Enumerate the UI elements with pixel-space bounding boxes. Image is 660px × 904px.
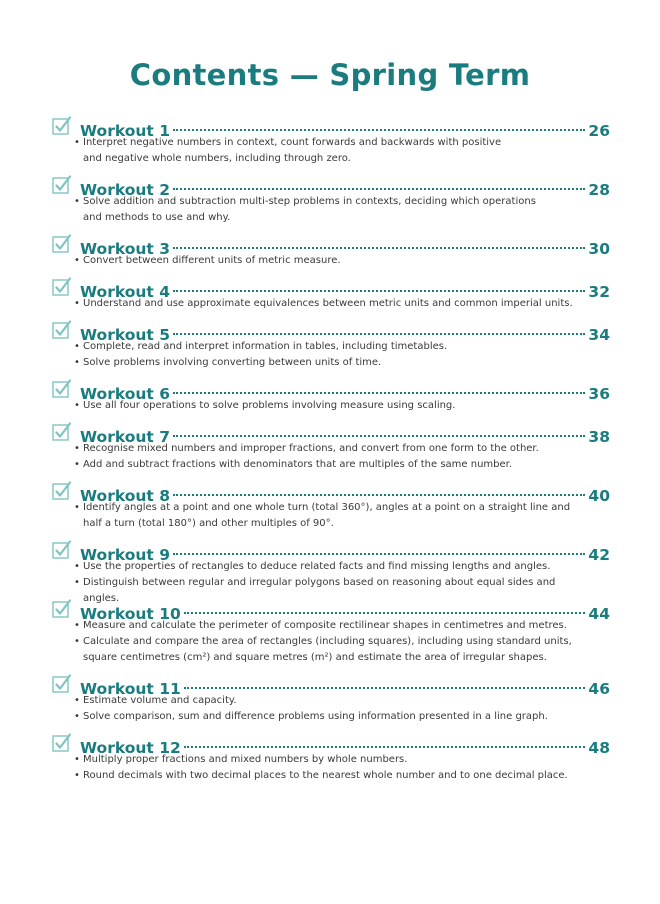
objective-item: • Solve problems involving converting between units of time. (74, 355, 594, 371)
checkbox-tick-icon (52, 175, 71, 194)
dot-leader (173, 318, 585, 340)
dot-leader (173, 420, 585, 442)
objective-item: half a turn (total 180°) and other multiples of 90°. (83, 518, 334, 530)
checkbox-tick-icon (52, 674, 71, 693)
objective-item: • Use the properties of rectangles to deduce related facts and find missing lengths and angles. (74, 559, 594, 575)
page-number: 40 (588, 487, 610, 505)
workout-heading (80, 232, 610, 258)
dot-leader (173, 538, 585, 560)
workout-title: Workout 8 (80, 487, 171, 505)
dot-leader (173, 377, 585, 399)
workout-title: Workout 5 (80, 326, 171, 344)
objective-list (74, 296, 594, 312)
objective-item: • Understand and use approximate equivalences between metric units and common imperial units. (74, 296, 594, 312)
dot-leader (173, 114, 585, 136)
objective-item: and negative whole numbers, including through zero. (83, 153, 351, 165)
page-number: 26 (588, 122, 610, 140)
dot-leader (173, 232, 585, 254)
workout-heading (80, 173, 610, 199)
workout-heading (80, 538, 610, 564)
workout-heading (80, 420, 610, 446)
objective-item: square centimetres (cm²) and square metres (m²) and estimate the area of irregular shapes. (83, 652, 547, 664)
objective-list (74, 752, 594, 784)
page-number: 32 (588, 283, 610, 301)
checkbox-tick-icon (52, 422, 71, 441)
workout-heading (80, 318, 610, 344)
objective-item: • Measure and calculate the perimeter of composite rectilinear shapes in centimetres and metres. (74, 618, 594, 634)
workout-title: Workout 7 (80, 428, 171, 446)
page-number: 44 (588, 605, 610, 623)
objective-list (74, 398, 594, 414)
objective-item: • Interpret negative numbers in context, count forwards and backwards with positive (74, 135, 594, 151)
workout-title: Workout 6 (80, 385, 171, 403)
checkbox-tick-icon (52, 379, 71, 398)
page-number: 36 (588, 385, 610, 403)
dot-leader (184, 597, 586, 619)
checkbox-tick-icon (52, 599, 71, 618)
workout-heading (80, 672, 610, 698)
objective-item: • Solve comparison, sum and difference problems using information presented in a line graph. (74, 709, 594, 725)
objective-item: • Distinguish between regular and irregular polygons based on reasoning about equal sides and angles. (74, 575, 594, 607)
checkbox-tick-icon (52, 540, 71, 559)
objective-list (74, 441, 594, 473)
page-number: 34 (588, 326, 610, 344)
page-number: 28 (588, 181, 610, 199)
objective-item: • Solve addition and subtraction multi-step problems in contexts, deciding which operations (74, 194, 594, 210)
workout-title: Workout 1 (80, 122, 171, 140)
dot-leader (173, 275, 585, 297)
objective-item: • Use all four operations to solve problems involving measure using scaling. (74, 398, 594, 414)
page-title: Contents — Spring Term (129, 58, 531, 92)
workout-title: Workout 3 (80, 240, 171, 258)
objective-item: • Identify angles at a point and one whole turn (total 360°), angles at a point on a straight line and (74, 500, 594, 516)
page-number: 42 (588, 546, 610, 564)
workout-heading (80, 597, 610, 623)
checkbox-tick-icon (52, 733, 71, 752)
objective-list (74, 500, 594, 532)
workout-title: Workout 12 (80, 739, 181, 757)
objective-list (74, 618, 594, 667)
workout-title: Workout 4 (80, 283, 171, 301)
objective-item: and methods to use and why. (83, 212, 231, 224)
checkbox-tick-icon (52, 320, 71, 339)
checkbox-tick-icon (52, 481, 71, 500)
checkbox-tick-icon (52, 234, 71, 253)
checkbox-tick-icon (52, 116, 71, 135)
objective-list (74, 135, 594, 167)
objective-list (74, 194, 594, 226)
workout-heading (80, 479, 610, 505)
workout-title: Workout 11 (80, 680, 181, 698)
workout-title: Workout 9 (80, 546, 171, 564)
objective-item: • Recognise mixed numbers and improper fractions, and convert from one form to the other. (74, 441, 594, 457)
workout-heading (80, 377, 610, 403)
page-number: 46 (588, 680, 610, 698)
workout-title: Workout 2 (80, 181, 171, 199)
objective-list (74, 693, 594, 725)
workout-title: Workout 10 (80, 605, 181, 623)
dot-leader (173, 173, 585, 195)
objective-item: • Complete, read and interpret information in tables, including timetables. (74, 339, 594, 355)
dot-leader (184, 672, 586, 694)
page-number: 30 (588, 240, 610, 258)
page-number: 38 (588, 428, 610, 446)
dot-leader (184, 731, 586, 753)
workout-heading (80, 114, 610, 140)
objective-item: • Estimate volume and capacity. (74, 693, 594, 709)
objective-item: • Convert between different units of metric measure. (74, 253, 594, 269)
workout-heading (80, 275, 610, 301)
page-number: 48 (588, 739, 610, 757)
objective-item: • Add and subtract fractions with denominators that are multiples of the same number. (74, 457, 594, 473)
objective-item: • Multiply proper fractions and mixed numbers by whole numbers. (74, 752, 594, 768)
objective-list (74, 339, 594, 371)
workout-heading (80, 731, 610, 757)
objective-item: • Calculate and compare the area of rectangles (including squares), including using standard units, (74, 634, 594, 650)
objective-item: • Round decimals with two decimal places to the nearest whole number and to one decimal place. (74, 768, 594, 784)
dot-leader (173, 479, 585, 501)
checkbox-tick-icon (52, 277, 71, 296)
objective-list (74, 253, 594, 269)
